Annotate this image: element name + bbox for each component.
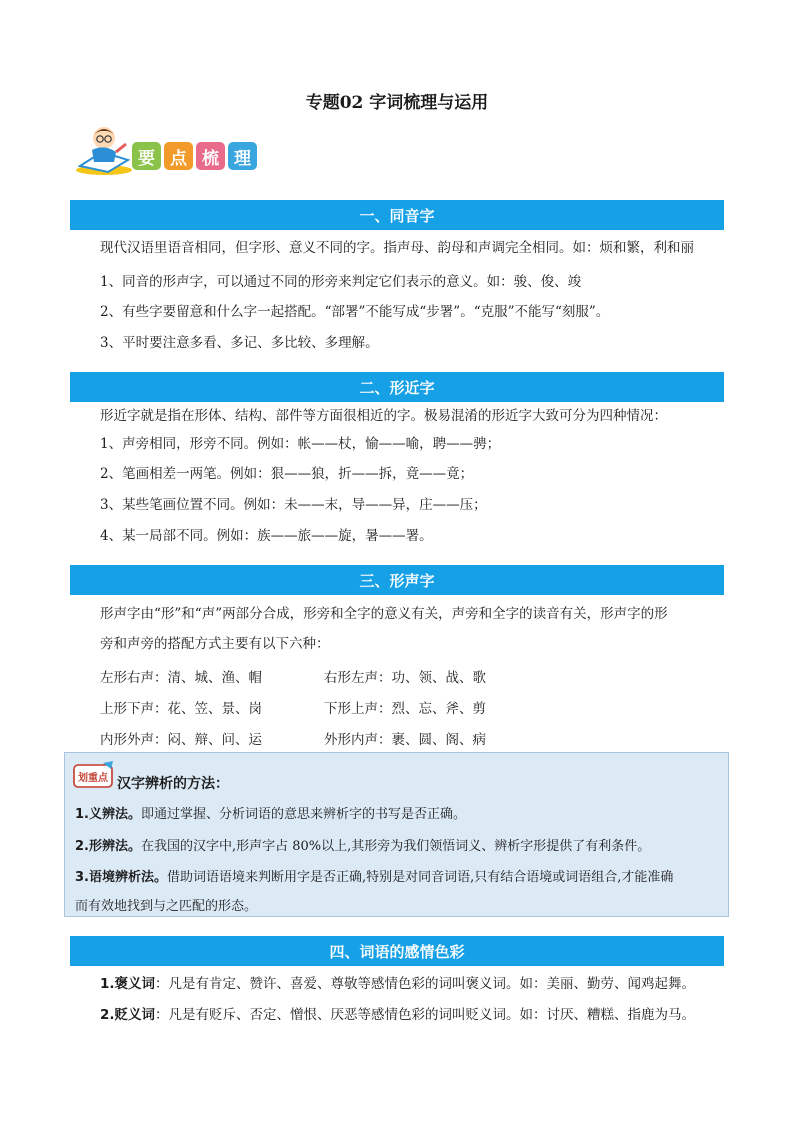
sentiment-item [100,1003,695,1023]
pattern-item: 下形上声：烈、忘、斧、剪 [324,701,486,717]
definition: ：凡是有肯定、赞许、喜爱、尊敬等感情色彩的词叫褒义词。如：美丽、勤劳、闻鸡起舞。 [155,976,696,992]
section-heading-homophones: 一、同音字 [70,200,724,230]
keypoint-banner [74,122,264,176]
definition: ：凡是有贬斥、否定、憎恨、厌恶等感情色彩的词叫贬义词。如：讨厌、糟糕、指鹿为马。 [155,1007,696,1023]
note-item [75,803,466,822]
note-text: 即通过掌握、分析词语的意思来辨析字的书写是否正确。 [140,807,466,822]
pattern-item: 内形外声：闷、辩、问、运 [100,732,262,748]
note-text: 借助词语语境来判断用字是否正确,特别是对同音词语,只有结合语境或词语组合,才能准确 [166,870,674,885]
text-line: 现代汉语里语音相同，但字形、意义不同的字。指声母、韵母和声调完全相同。如：烦和繁，利和丽 [100,240,694,256]
highlight-stamp-icon [73,761,115,789]
keypoint-char: 梳 [196,142,225,170]
text-line: 3、某些笔画位置不同。例如：未——末，导——异，庄——压； [100,497,487,513]
student-reading-icon [74,122,136,176]
text-line: 1、同音的形声字，可以通过不同的形旁来判定它们表示的意义。如：骏、俊、竣 [100,274,582,290]
text-line: 2、笔画相差一两笔。例如：狠——狼，折——拆，竟——竟； [100,466,474,482]
key-note-box [64,752,729,917]
text-line: 4、某一局部不同。例如：族——旅——旋，暑——署。 [100,528,433,544]
note-continuation: 而有效地找到与之匹配的形态。 [75,899,258,914]
text-line: 3、平时要注意多看、多记、多比较、多理解。 [100,335,379,351]
note-term: 2.形辨法。 [75,839,141,854]
pattern-item: 上形下声：花、笠、景、岗 [100,701,262,717]
term: 2.贬义词 [100,1007,156,1023]
note-heading: 汉字辨析的方法： [117,776,229,792]
keypoint-char: 要 [132,142,161,170]
term: 1.褒义词 [100,976,156,992]
pattern-item: 右形左声：功、领、战、歌 [324,670,486,686]
text-line: 2、有些字要留意和什么字一起搭配。“部署”不能写成“步署”。“克服”不能写“刻服”。 [100,304,610,320]
text-line: 1、声旁相同，形旁不同。例如：帐——杖，愉——喻，聘——骋； [100,436,501,452]
section-heading-similar-chars: 二、形近字 [70,372,724,402]
keypoint-char: 点 [164,142,193,170]
section-heading-word-sentiment: 四、词语的感情色彩 [70,936,724,966]
note-term: 1.义辨法。 [75,807,141,822]
keypoint-char: 理 [228,142,257,170]
text-line: 形声字由“形”和“声”两部分合成，形旁和全字的意义有关，声旁和全字的读音有关，形声字的形 [100,606,668,622]
pattern-item: 左形右声：清、城、渔、帽 [100,670,262,686]
text-line: 形近字就是指在形体、结构、部件等方面很相近的字。极易混淆的形近字大致可分为四种情况： [100,408,667,424]
note-item [75,835,650,854]
pattern-item: 外形内声：裹、圆、阁、病 [324,732,486,748]
note-item [75,866,673,885]
sentiment-item [100,972,695,992]
stamp-label: 划重点 [78,773,108,784]
note-text: 在我国的汉字中,形声字占 80%以上,其形旁为我们领悟词义、辨析字形提供了有利条件。 [140,839,651,854]
section-heading-phono-semantic: 三、形声字 [70,565,724,595]
note-term: 3.语境辨析法。 [75,870,167,885]
page-title: 专题02 字词梳理与运用 [305,93,489,113]
text-line: 旁和声旁的搭配方式主要有以下六种： [100,636,330,652]
